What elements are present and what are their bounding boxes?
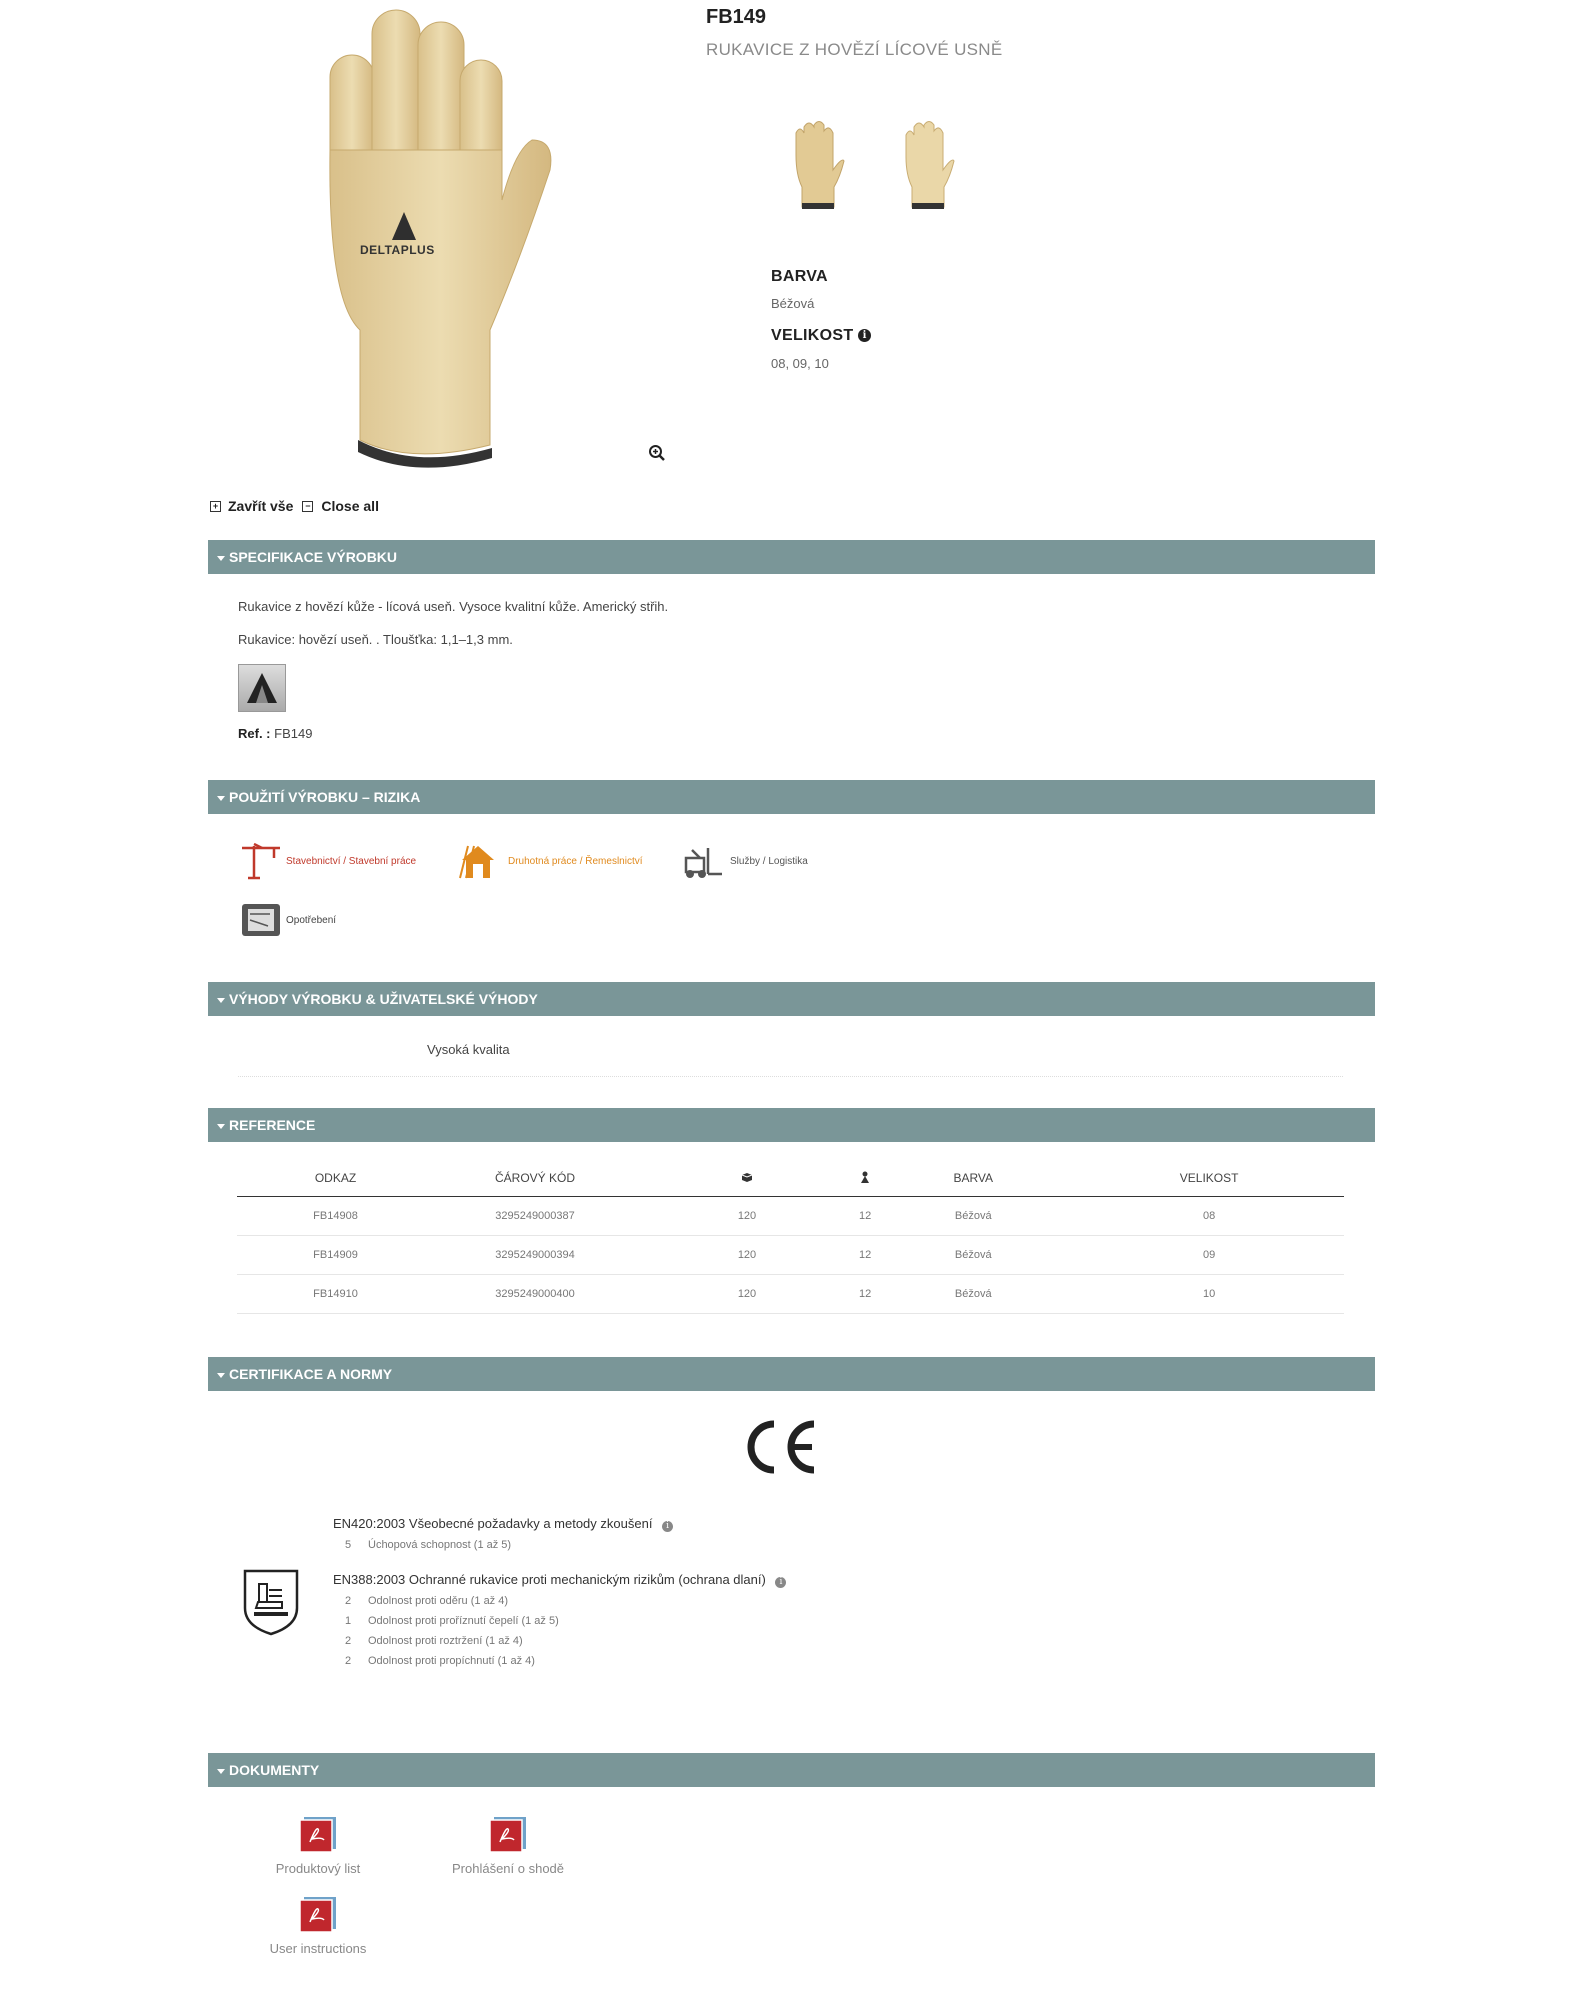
product-name: RUKAVICE Z HOVĚZÍ LÍCOVÉ USNĚ — [706, 40, 1003, 59]
cell-barcode: 3295249000387 — [434, 1197, 636, 1236]
section-reference-header[interactable] — [208, 1108, 1375, 1142]
cell-size: 10 — [1074, 1275, 1344, 1314]
reference-table — [237, 1160, 1344, 1314]
en388-title-text: EN388:2003 Ochranné rukavice proti mechanickým rizikům (ochrana dlaní) — [333, 1572, 766, 1587]
table-row — [237, 1236, 1344, 1275]
expand-all-button[interactable]: Zavřít vše — [228, 498, 294, 514]
usage-label-crafts: Druhotná práce / Řemeslnictví — [508, 855, 643, 867]
benefits-divider — [238, 1076, 1343, 1077]
cell-box: 120 — [636, 1275, 858, 1314]
section-spec-title: SPECIFIKACE VÝROBKU — [229, 549, 398, 565]
en388-row — [345, 1635, 523, 1647]
norm-text: Odolnost proti oděru (1 až 4) — [368, 1595, 509, 1607]
pdf-icon — [298, 1895, 338, 1933]
norm-text: Odolnost proti propíchnutí (1 až 4) — [368, 1655, 535, 1667]
usage-item-construction — [240, 842, 416, 880]
section-certs-header[interactable] — [208, 1357, 1375, 1391]
toggle-bar — [210, 498, 379, 514]
ce-mark — [744, 1418, 820, 1481]
size-label — [771, 327, 871, 345]
section-usage-header[interactable] — [208, 780, 1375, 814]
document-product-sheet[interactable] — [258, 1815, 378, 1876]
size-label-text: VELIKOST — [771, 327, 854, 344]
pdf-icon — [298, 1815, 338, 1853]
norm-level: 1 — [345, 1615, 352, 1627]
en388-row — [345, 1615, 559, 1627]
norm-text: Odolnost proti proříznutí čepelí (1 až 5) — [368, 1615, 559, 1627]
thumbnail-palm[interactable] — [898, 115, 958, 213]
ce-mark-icon — [744, 1418, 820, 1476]
norm-level: 2 — [345, 1595, 352, 1607]
size-value: 08, 09, 10 — [771, 356, 829, 371]
norm-text: Úchopová schopnost (1 až 5) — [368, 1539, 512, 1551]
section-spec-header[interactable] — [208, 540, 1375, 574]
cell-size: 09 — [1074, 1236, 1344, 1275]
col-header-size: VELIKOST — [1074, 1160, 1344, 1197]
cell-color: Béžová — [872, 1275, 1074, 1314]
col-header-odkaz: ODKAZ — [237, 1160, 434, 1197]
info-icon[interactable]: i — [662, 1521, 673, 1532]
cell-pack: 12 — [858, 1197, 872, 1236]
document-label[interactable]: Produktový list — [275, 1861, 361, 1876]
section-docs-title: DOKUMENTY — [229, 1762, 320, 1778]
cell-size: 08 — [1074, 1197, 1344, 1236]
col-header-box — [636, 1160, 858, 1197]
norm-level: 5 — [345, 1539, 352, 1551]
section-benefits-header[interactable] — [208, 982, 1375, 1016]
norm-text: Odolnost proti roztržení (1 až 4) — [368, 1635, 523, 1647]
cell-color: Béžová — [872, 1236, 1074, 1275]
cell-odkaz: FB14910 — [237, 1275, 434, 1314]
info-icon[interactable]: i — [858, 329, 871, 342]
en420-title — [333, 1516, 673, 1532]
cell-odkaz: FB14909 — [237, 1236, 434, 1275]
color-label: BARVA — [771, 268, 828, 285]
col-header-color: BARVA — [872, 1160, 1074, 1197]
col-header-pack — [858, 1160, 872, 1197]
en388-title — [333, 1572, 786, 1588]
collapse-all-icon[interactable]: − — [302, 501, 313, 512]
forklift-icon — [680, 842, 724, 880]
section-benefits-title: VÝHODY VÝROBKU & UŽIVATELSKÉ VÝHODY — [229, 991, 538, 1007]
expand-all-icon[interactable]: + — [210, 501, 221, 512]
benefit-item: Vysoká kvalita — [427, 1042, 510, 1057]
cell-box: 120 — [636, 1197, 858, 1236]
spec-ref-label: Ref. : — [238, 726, 271, 741]
person-pack-icon — [860, 1171, 870, 1183]
section-certs-title: CERTIFIKACE A NORMY — [229, 1366, 393, 1382]
cell-color: Béžová — [872, 1197, 1074, 1236]
cell-barcode: 3295249000400 — [434, 1275, 636, 1314]
spec-ref-value: FB149 — [274, 726, 313, 741]
table-header-row — [237, 1160, 1344, 1197]
document-label[interactable]: User instructions — [269, 1941, 367, 1956]
section-docs-header[interactable] — [208, 1753, 1375, 1787]
en420-row — [345, 1539, 511, 1551]
usage-item-logistics — [680, 842, 808, 880]
cell-odkaz: FB14908 — [237, 1197, 434, 1236]
norm-level: 2 — [345, 1635, 352, 1647]
usage-item-crafts — [458, 842, 643, 880]
cell-pack: 12 — [858, 1275, 872, 1314]
document-label[interactable]: Prohlášení o shodě — [451, 1861, 565, 1876]
close-all-button[interactable]: Close all — [321, 498, 379, 514]
product-code: FB149 — [706, 6, 767, 28]
cell-pack: 12 — [858, 1236, 872, 1275]
box-icon — [741, 1172, 753, 1182]
document-user-instructions[interactable] — [258, 1895, 378, 1956]
color-value: Béžová — [771, 296, 815, 311]
col-header-barcode: ČÁROVÝ KÓD — [434, 1160, 636, 1197]
usage-label-wear: Opotřebení — [286, 914, 337, 926]
thumbnail-back[interactable] — [790, 115, 845, 213]
wear-icon — [240, 902, 282, 938]
en420-title-text: EN420:2003 Všeobecné požadavky a metody zkoušení — [333, 1516, 653, 1531]
main-product-image[interactable] — [320, 0, 560, 475]
section-usage-title: POUŽITÍ VÝROBKU – RIZIKA — [229, 789, 421, 805]
norm-level: 2 — [345, 1655, 352, 1667]
caret-down-icon — [217, 556, 225, 561]
usage-label-logistics: Služby / Logistika — [730, 855, 808, 867]
spec-ref — [238, 726, 312, 741]
zoom-icon[interactable] — [648, 444, 666, 462]
en388-row — [345, 1655, 535, 1667]
house-ladder-icon — [458, 842, 500, 880]
caret-down-icon — [217, 998, 225, 1003]
crane-icon — [240, 842, 282, 880]
usage-item-wear — [240, 902, 336, 938]
caret-down-icon — [217, 1124, 225, 1129]
info-icon[interactable]: i — [775, 1577, 786, 1588]
spec-material: Rukavice: hovězí useň. . Tloušťka: 1,1–1,3 mm. — [238, 632, 513, 647]
glove-logo-text: DELTAPLUS — [360, 243, 435, 257]
spec-description: Rukavice z hovězí kůže - lícová useň. Vysoce kvalitní kůže. Americký střih. — [238, 599, 669, 614]
cell-box: 120 — [636, 1236, 858, 1275]
caret-down-icon — [217, 1769, 225, 1774]
en388-pictogram-icon — [242, 1568, 300, 1636]
en388-row — [345, 1595, 508, 1607]
caret-down-icon — [217, 1373, 225, 1378]
table-row — [237, 1275, 1344, 1314]
usage-label-construction: Stavebnictví / Stavební práce — [286, 855, 417, 867]
section-reference-title: REFERENCE — [229, 1117, 316, 1133]
brand-logo-icon — [238, 664, 286, 712]
pdf-icon — [488, 1815, 528, 1853]
document-declaration[interactable] — [438, 1815, 578, 1876]
table-row — [237, 1197, 1344, 1236]
cell-barcode: 3295249000394 — [434, 1236, 636, 1275]
caret-down-icon — [217, 796, 225, 801]
